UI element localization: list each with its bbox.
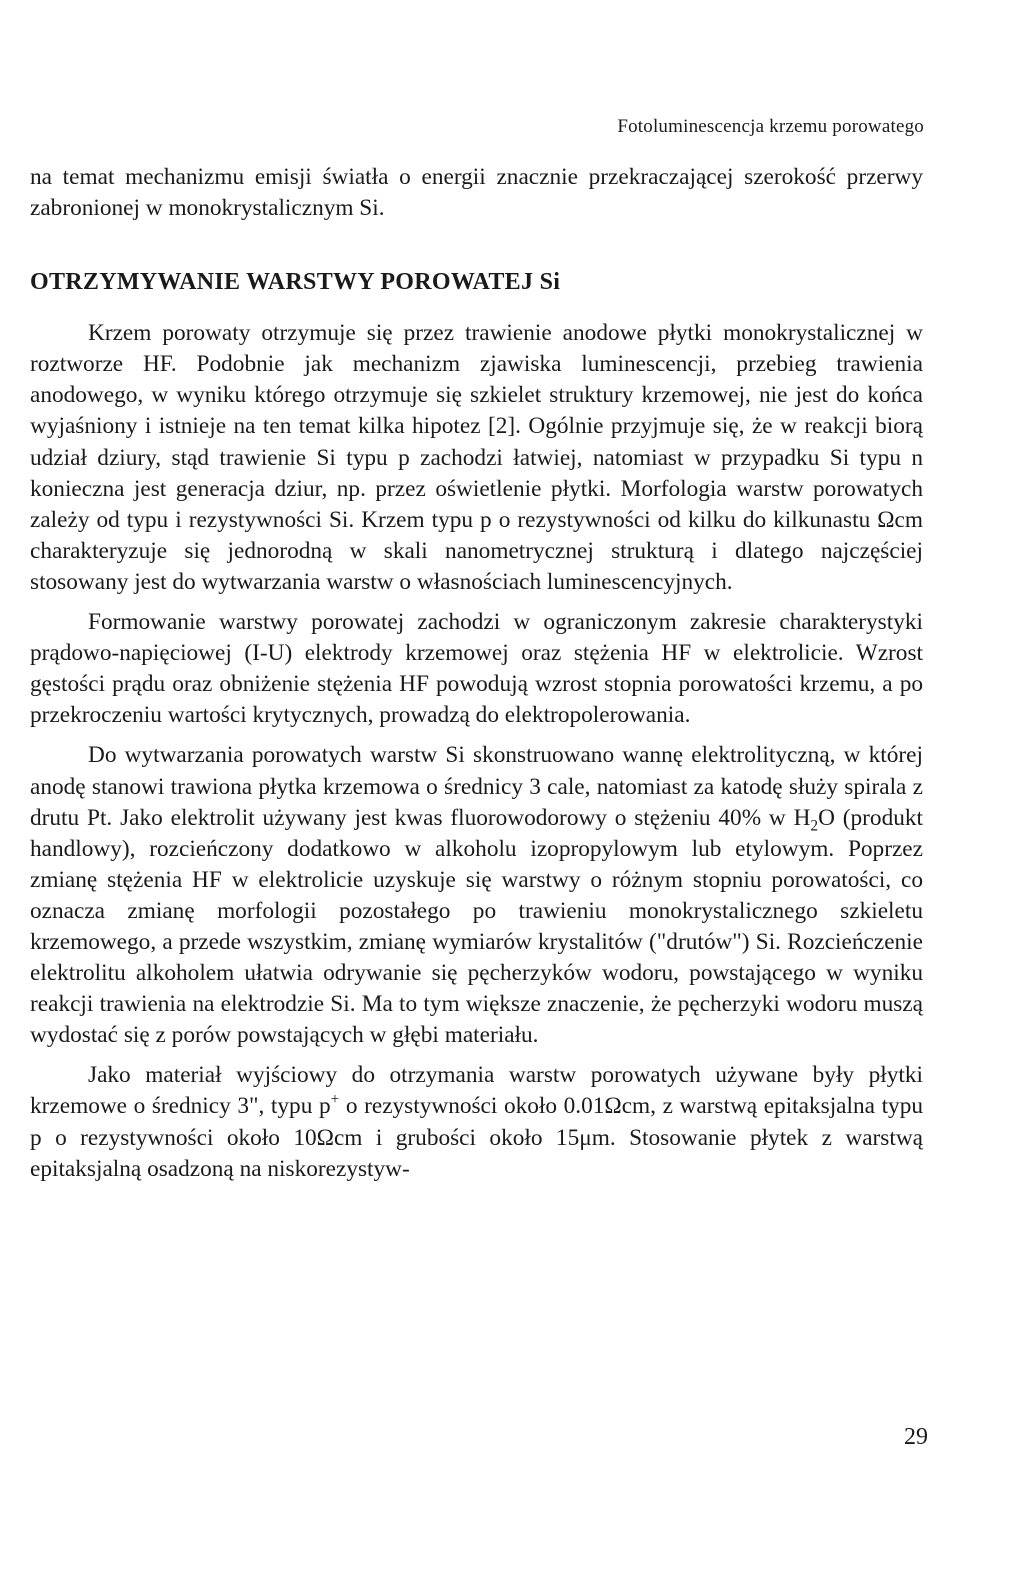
section-heading: OTRZYMYWANIE WARSTWY POROWATEJ Si xyxy=(30,269,561,296)
paragraph-layer-formation: Formowanie warstwy porowatej zachodzi w ograniczonym zakresie charakterystyki prądowo-napięciowej (I-U) elektrody krzemowej oraz stężenia HF w elektrolicie. Wzrost gęstości prądu oraz obniżenie stężenia HF powodują wzrost stopnia porowatości krzemu, a po przekroczeniu wartości krytycznych, prowadzą do elektropolerowania. xyxy=(30,609,923,729)
paragraph-text-part: O (produkt handlowy), rozcieńczony dodatkowo w alkoholu izopropylowym lub etylowym. Poprzez zmianę stężenia HF w elektrolicie uzyskuje się warstwy o różnym stopniu porowatości, co oznacza zmianę morfologii pozostałego po trawieniu monokrystalicznego szkieletu krzemowego, a przede wszystkim, zmianę wymiarów krystalitów ("drutów") Si. Rozcieńczenie elektrolitu alkoholem ułatwia odrywanie się pęcherzyków wodoru, powstającego w wyniku reakcji trawienia na elektrodzie Si. Ma to tym większe znaczenie, że pęcherzyki wodoru muszą wydostać się z porów powstających w głębi materiału. xyxy=(30,804,923,1049)
paragraph-text-part: Do wytwarzania porowatych warstw Si skonstruowano wannę elektrolityczną, w której anodę stanowi trawiona płytka krzemowa o średnicy 3 cale, natomiast za katodę służy spirala z drutu Pt. Jako elektrolit używany jest kwas fluorowodorowy o stężeniu 40% w H xyxy=(30,742,923,831)
paragraph-text-part: o rezystywności około 0.01Ωcm, z warstwą epitaksjalna typu p o rezystywności około 10Ωcm i grubości około 15μm. Stosowanie płytek z warstwą epitaksjalną osadzoną na niskorezystyw- xyxy=(30,1093,923,1182)
page-number: 29 xyxy=(904,1424,928,1450)
running-header: Fotoluminescencja krzemu porowatego xyxy=(617,116,924,137)
formula-subscript: 2 xyxy=(810,817,819,835)
paragraph-anodic-etching: Krzem porowaty otrzymuje się przez trawienie anodowe płytki monokrystalicznej w roztworze HF. Podobnie jak mechanizm zjawiska luminescencji, przebieg trawienia anodowego, w wyniku którego otrzymuje się szkielet struktury krzemowej, nie jest do końca wyjaśniony i istnieje na ten temat kilka hipotez [2]. Ogólnie przyjmuje się, że w reakcji biorą udział dziury, stąd trawienie Si typu p zachodzi łatwiej, natomiast w przypadku Si typu n konieczna jest generacja dziur, np. przez oświetlenie płytki. Morfologia warstw porowatych zależy od typu i rezystywności Si. Krzem typu p o rezystywności od kilku do kilkunastu Ωcm charakteryzuje się jednorodną w skali nanometrycznej strukturą i dlatego najczęściej stosowany jest do wytwarzania warstw o własnościach luminescencyjnych. xyxy=(30,320,923,595)
paragraph-electrolytic-bath xyxy=(30,740,923,1051)
paragraph-text-part: Jako materiał wyjściowy do otrzymania warstw porowatych używane były płytki krzemowe o średnicy 3", typu p xyxy=(30,1062,923,1120)
doping-superscript: + xyxy=(330,1091,340,1109)
paragraph-starting-material xyxy=(30,1060,923,1184)
continued-paragraph: na temat mechanizmu emisji światła o energii znacznie przekraczającej szerokość przerwy zabronionej w monokrystalicznym Si. xyxy=(30,164,923,222)
page-body xyxy=(30,162,923,1185)
